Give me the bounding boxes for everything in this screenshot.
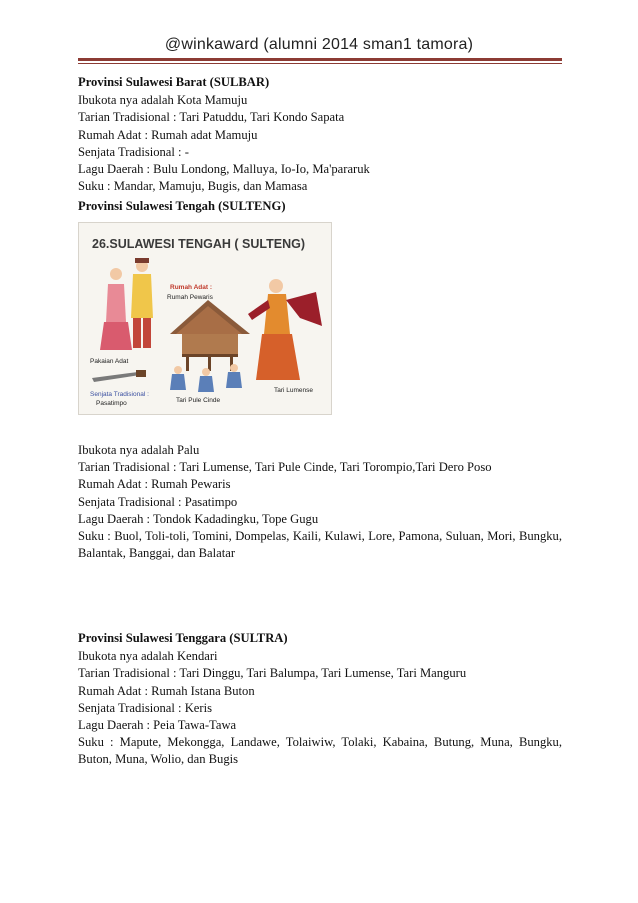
info-line: Tarian Tradisional : Tari Lumense, Tari Pule Cinde, Tari Torompio,Tari Dero Poso [78,460,492,475]
header-rule [78,58,562,61]
info-line: Senjata Tradisional : - [78,144,189,159]
info-line: Lagu Daerah : Tondok Kadadingku, Tope Gugu [78,511,319,526]
info-line: Rumah Adat : Rumah adat Mamuju [78,127,258,142]
image-banner: 26.SULAWESI TENGAH ( SULTENG) [92,237,305,251]
info-line: Ibukota nya adalah Kota Mamuju [78,93,248,108]
image-label-rumah: Rumah Adat : [170,284,213,291]
tari-pule-cinde-dancers [170,364,242,392]
section-sulbar [78,74,562,195]
info-line: Senjata Tradisional : Pasatimpo [78,494,238,509]
page-header: @winkaward (alumni 2014 sman1 tamora) [164,36,474,53]
section-title: Provinsi Sulawesi Tenggara (SULTRA) [78,631,288,645]
info-suku: Suku : Mapute, Mekongga, Landawe, Tolaiwiw, Tolaki, Kabaina, Butung, Muna, Bungku, Buton, Muna, Wolio, dan Bugis [78,735,562,767]
header-rule-thin [78,63,562,64]
info-line: Ibukota nya adalah Palu [78,443,200,457]
info-line: Lagu Daerah : Peia Tawa-Tawa [78,718,237,733]
section-title: Provinsi Sulawesi Tengah (SULTENG) [78,199,286,213]
section-title: Provinsi Sulawesi Barat (SULBAR) [78,75,270,89]
info-line: Tarian Tradisional : Tari Patuddu, Tari Kondo Sapata [78,110,345,125]
info-suku: Suku : Buol, Toli-toli, Tomini, Dompelas, Kaili, Kulawi, Lore, Pamona, Suluan, Mori, Bungku, Balantak, Banggai, dan Balatar [78,529,562,561]
info-line: Tarian Tradisional : Tari Dinggu, Tari Balumpa, Tari Lumense, Tari Manguru [78,666,467,681]
info-line: Senjata Tradisional : Keris [78,700,212,715]
image-label-senjata-name: Pasatimpo [96,400,127,407]
section-sulteng-heading [78,198,562,216]
info-line: Rumah Adat : Rumah Istana Buton [78,683,255,698]
info-line: Lagu Daerah : Bulu Londong, Malluya, Io-Io, Ma'pararuk [78,162,370,177]
image-label-senjata: Senjata Tradisional : [90,391,149,398]
image-label-pakaian: Pakaian Adat [90,358,129,365]
sulteng-illustration [78,222,332,415]
info-line: Rumah Adat : Rumah Pewaris [78,477,231,492]
image-label-tari-lumense: Tari Lumense [274,387,314,394]
image-label-rumah-name: Rumah Pewaris [167,294,213,301]
info-line: Ibukota nya adalah Kendari [78,649,218,664]
image-label-tari-pule: Tari Pule Cinde [176,397,221,404]
section-sulteng [78,442,562,562]
section-sultra [78,630,562,769]
info-line: Suku : Mandar, Mamuju, Bugis, dan Mamasa [78,179,308,194]
